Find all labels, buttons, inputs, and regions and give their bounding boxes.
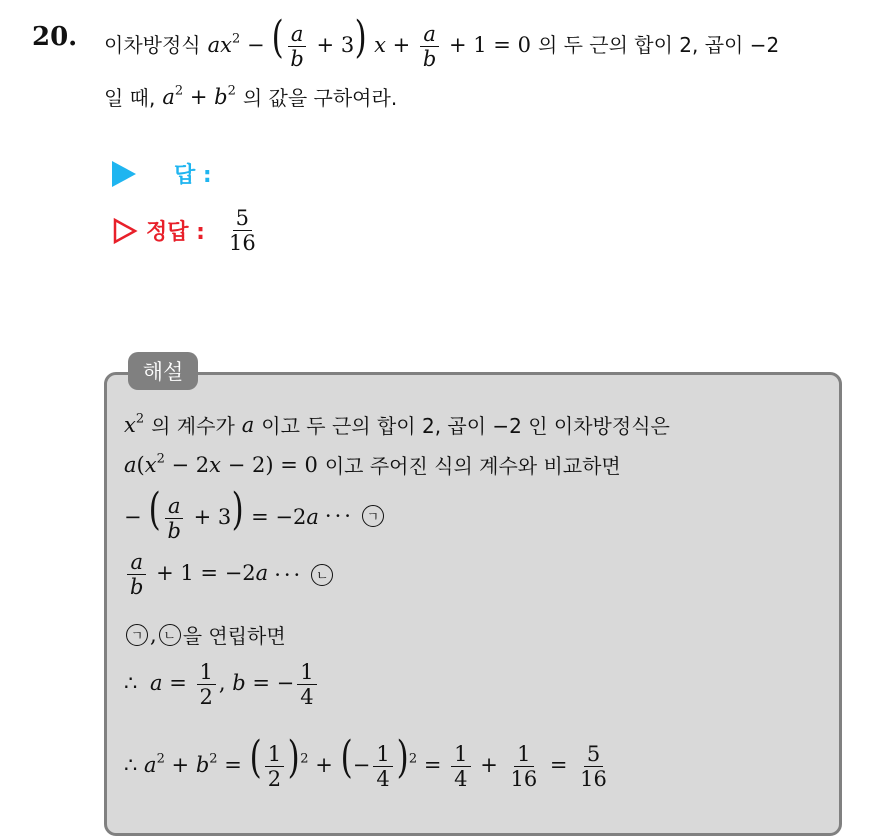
outline-arrow-icon	[112, 217, 138, 245]
circle-label-1b: ㄱ	[126, 624, 148, 646]
solution-line-1: $x^2$ 의 계수가 a 이고 두 근의 합이 2, 곱이 −2 인 이차방정식은	[124, 410, 670, 438]
answer-row	[112, 158, 212, 189]
solution-line1-text: 의 계수가	[151, 414, 235, 438]
play-arrow-icon	[112, 161, 136, 187]
correct-denominator: 16	[228, 231, 256, 256]
problem-suffix: 의 두 근의 합이 2, 곱이 −2	[537, 33, 780, 58]
solution-result-final: ∴ $a^2 + b^2$ = ( $\frac{1}{2}$ )$^2$ + (− $\frac{1}{4}$ )$^2$ = $\frac{1}{4}$ + $\frac{1}{16}$ = $\frac{5}{16}$	[124, 732, 607, 791]
problem-line-1	[104, 12, 780, 71]
circle-label-2: ㄴ	[311, 564, 333, 586]
problem-number: 20.	[32, 22, 78, 52]
circle-label-1: ㄱ	[362, 505, 384, 527]
solution-eq-1: − ( $\frac{a}{b}$ + 3) = −2a ··· ㄱ	[124, 488, 386, 543]
problem-line-2	[104, 82, 397, 111]
solution-combine: ㄱ , ㄴ 을 연립하면	[124, 620, 286, 649]
problem-prefix: 이차방정식	[104, 33, 201, 58]
answer-label: 답 :	[174, 163, 212, 188]
equation: $ax^2$ − ( $\frac{a}{b}$ + 3) x + $\frac{a}{b}$ + 1 = 0	[207, 12, 531, 71]
solution-eq-2: $\frac{a}{b}$ + 1 = −2a ··· ㄴ	[124, 550, 335, 599]
problem-line2-suffix: 의 값을 구하여라.	[242, 86, 398, 110]
correct-numerator: 5	[233, 206, 252, 231]
correct-label: 정답 :	[146, 220, 205, 246]
combine-text: 을 연립하면	[182, 624, 286, 648]
problem-line2-prefix: 일 때,	[104, 86, 156, 110]
solution-line2b-text: 이고 주어진 식의 계수와 비교하면	[324, 454, 621, 478]
solution-tag: 해설	[128, 352, 198, 390]
solution-result-ab: ∴ a = $\frac{1}{2}$ , b = − $\frac{1}{4}$	[124, 660, 320, 709]
correct-answer-row	[112, 206, 262, 255]
correct-fraction	[226, 206, 259, 255]
target-expression: $a^2 + b^2$	[162, 82, 236, 109]
circle-label-2b: ㄴ	[159, 624, 181, 646]
solution-line-2: $a(x^2 - 2x - 2) = 0$ 이고 주어진 식의 계수와 비교하면	[124, 450, 621, 478]
solution-line1b-text: 이고 두 근의 합이 2, 곱이 −2 인 이차방정식은	[261, 414, 670, 438]
